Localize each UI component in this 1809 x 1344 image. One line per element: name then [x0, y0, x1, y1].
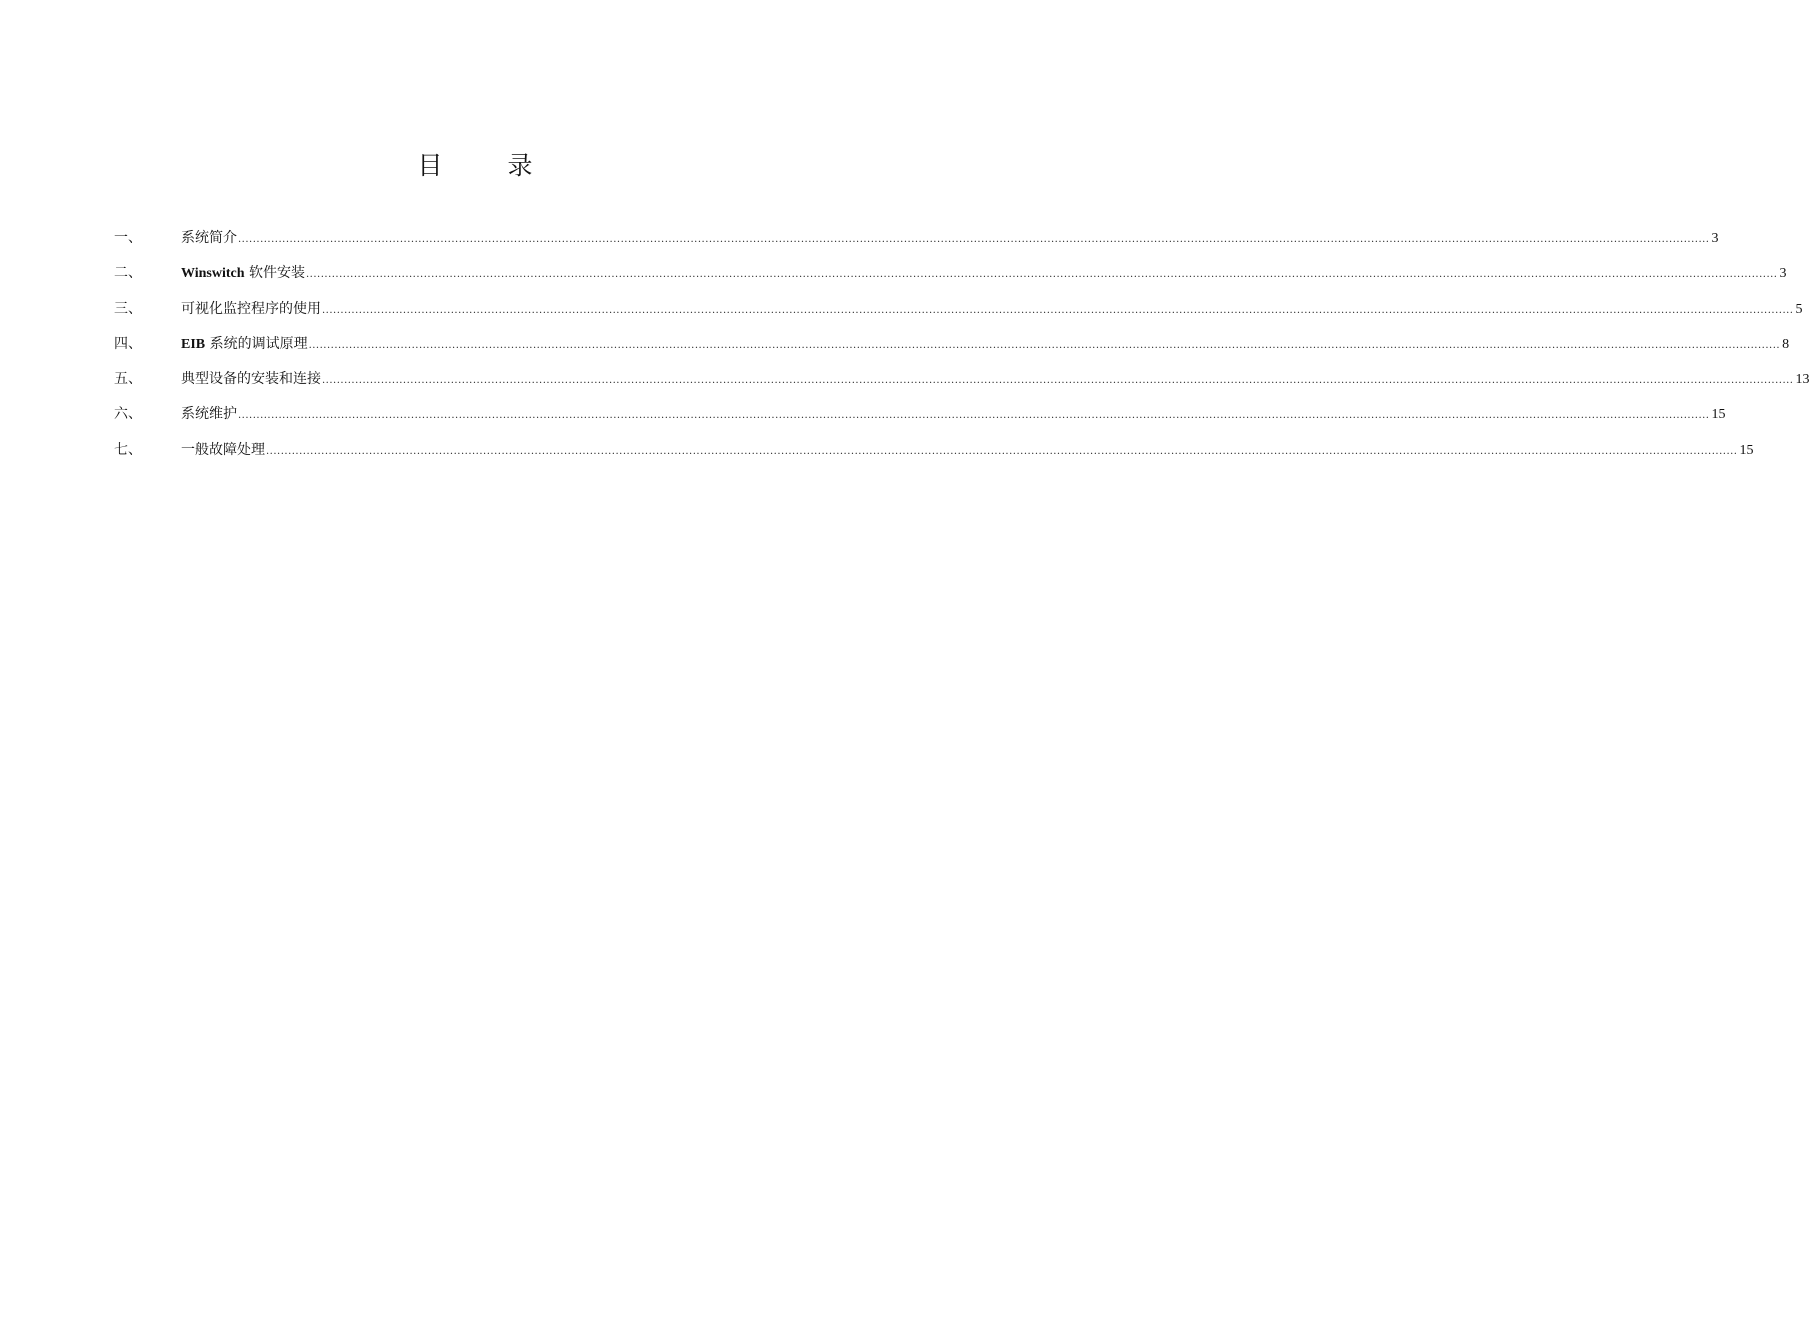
- toc-entry-title-prefix: EIB: [181, 336, 206, 352]
- toc-entry-2[interactable]: [114, 261, 1787, 296]
- toc-entry-page: 15: [1739, 442, 1754, 458]
- toc-entry-title-prefix: Winswitch: [181, 266, 245, 282]
- toc-entry-title-text: 系统维护: [181, 406, 237, 423]
- dot-leader: ................................................................................................................................................................................................................................................................................................................................................................................................................: [322, 375, 1794, 387]
- toc-entry-title: [181, 438, 265, 463]
- toc-entry-number: 六、: [114, 406, 142, 423]
- toc-entry-page: 13: [1795, 372, 1809, 388]
- dot-leader: ................................................................................................................................................................................................................................................................................................................................................................................................................: [306, 269, 1778, 281]
- dot-leader: ................................................................................................................................................................................................................................................................................................................................................................................................................: [238, 234, 1710, 245]
- toc-entry-title: [181, 332, 308, 357]
- toc-entry-4[interactable]: [114, 332, 1790, 367]
- toc-entry-title-text: 系统简介: [181, 230, 237, 246]
- toc-entry-number: 一、: [114, 230, 142, 246]
- toc-entry-title-text: 一般故障处理: [181, 441, 265, 458]
- toc-entry-page: 3: [1779, 266, 1787, 282]
- dot-leader: ................................................................................................................................................................................................................................................................................................................................................................................................................: [238, 410, 1710, 422]
- table-of-contents: [114, 226, 1809, 473]
- toc-entry-title-text: 可视化监控程序的使用: [181, 300, 321, 317]
- page-title: 目 录: [417, 151, 553, 180]
- toc-entry-page: 5: [1795, 301, 1803, 317]
- toc-entry-title-text: 软件安装: [249, 265, 305, 282]
- dot-leader: ................................................................................................................................................................................................................................................................................................................................................................................................................: [308, 339, 1781, 351]
- toc-entry-page: 8: [1782, 336, 1790, 352]
- toc-entry-title: [181, 297, 321, 322]
- toc-entry-3[interactable]: [114, 297, 1803, 332]
- toc-entry-page: 15: [1711, 407, 1726, 423]
- toc-entry-title-text: 典型设备的安装和连接: [181, 371, 321, 388]
- toc-entry-title: [181, 367, 321, 392]
- toc-entry-1[interactable]: [114, 226, 1719, 261]
- toc-entry-5[interactable]: [114, 367, 1809, 402]
- toc-entry-title: [181, 226, 237, 251]
- toc-entry-number: 五、: [114, 371, 142, 388]
- toc-entry-7[interactable]: [114, 438, 1754, 473]
- toc-entry-title-text: 系统的调试原理: [209, 335, 308, 352]
- toc-entry-number: 三、: [114, 300, 142, 317]
- toc-entry-title: [181, 261, 305, 286]
- toc-entry-page: 3: [1711, 231, 1719, 246]
- dot-leader: ................................................................................................................................................................................................................................................................................................................................................................................................................: [266, 445, 1738, 457]
- dot-leader: ................................................................................................................................................................................................................................................................................................................................................................................................................: [322, 304, 1794, 316]
- toc-entry-6[interactable]: [114, 402, 1726, 437]
- toc-entry-number: 七、: [114, 441, 142, 458]
- toc-entry-title: [181, 402, 237, 427]
- toc-entry-number: 二、: [114, 265, 142, 282]
- toc-entry-number: 四、: [114, 335, 142, 352]
